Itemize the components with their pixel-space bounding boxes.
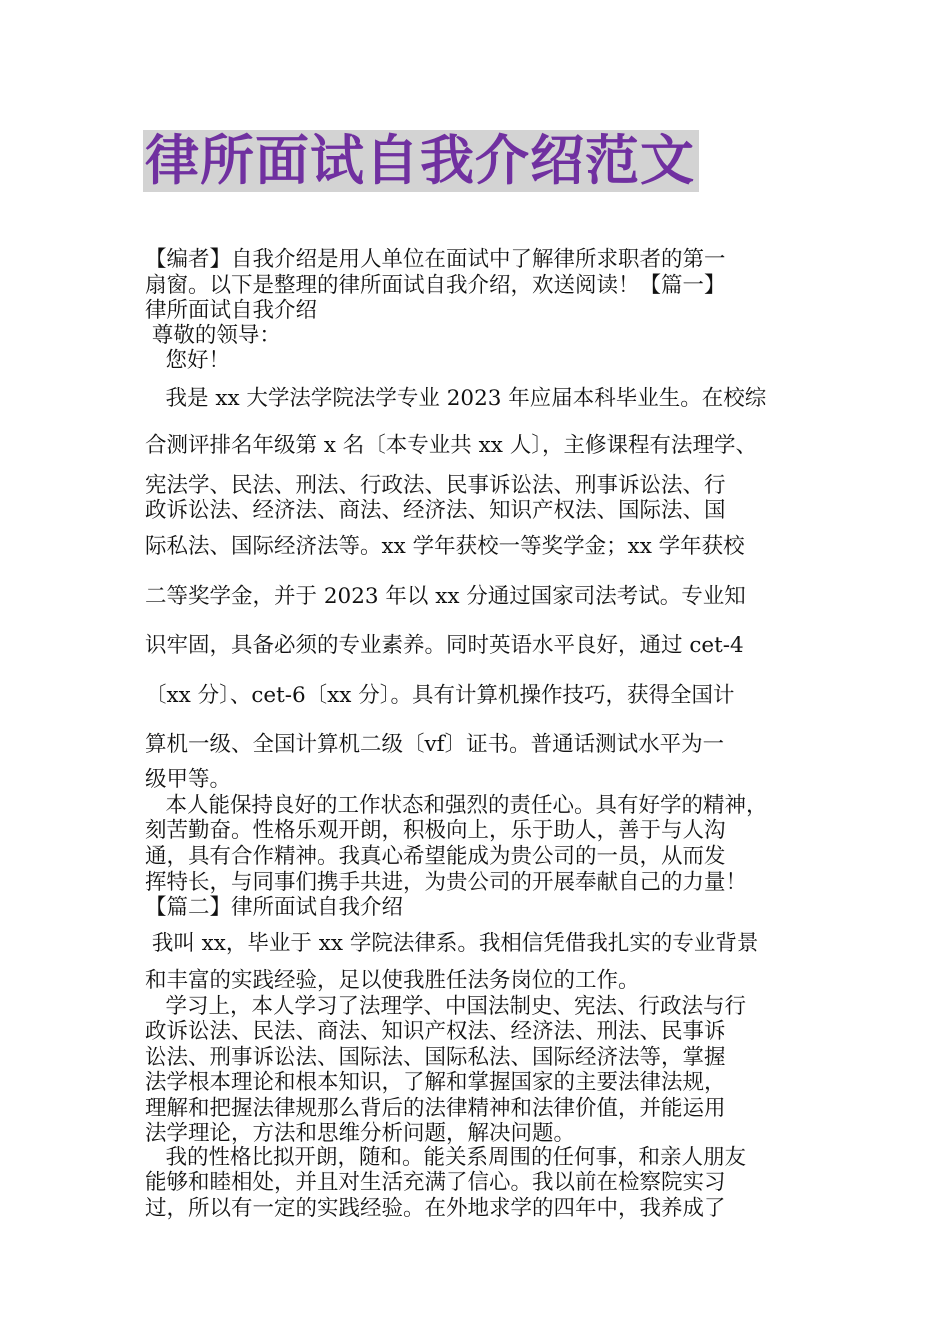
text-line: 学习上，本人学习了法理学、中国法制史、宪法、行政法与行 bbox=[145, 994, 747, 1019]
text-line: 【编者】自我介绍是用人单位在面试中了解律所求职者的第一 bbox=[145, 247, 726, 272]
text-line: 尊敬的领导： bbox=[145, 323, 281, 348]
text-line: 算机一级、全国计算机二级〔vf〕证书。普通话测试水平为一 bbox=[145, 732, 725, 757]
text-line: 政诉讼法、经济法、商法、经济法、知识产权法、国际法、国 bbox=[145, 498, 726, 523]
text-line: 通，具有合作精神。我真心希望能成为贵公司的一员，从而发 bbox=[145, 844, 726, 869]
text-line: 讼法、刑事诉讼法、国际法、国际私法、国际经济法等，掌握 bbox=[145, 1045, 726, 1070]
text-line: 律所面试自我介绍 bbox=[145, 298, 318, 323]
text-line: 识牢固，具备必须的专业素养。同时英语水平良好，通过 cet-4 bbox=[145, 633, 744, 658]
text-line: 能够和睦相处，并且对生活充满了信心。我以前在检察院实习 bbox=[145, 1170, 726, 1195]
text-line: 〔xx 分〕、cet-6〔xx 分〕。具有计算机操作技巧，获得全国计 bbox=[145, 683, 735, 708]
text-line: 政诉讼法、民法、商法、知识产权法、经济法、刑法、民事诉 bbox=[145, 1019, 726, 1044]
text-line: 刻苦勤奋。性格乐观开朗，积极向上，乐于助人，善于与人沟 bbox=[145, 818, 726, 843]
text-line: 际私法、国际经济法等。xx 学年获校一等奖学金；xx 学年获校 bbox=[145, 534, 745, 559]
text-line: 我的性格比拟开朗，随和。能关系周围的任何事，和亲人朋友 bbox=[145, 1145, 747, 1170]
text-line: 宪法学、民法、刑法、行政法、民事诉讼法、刑事诉讼法、行 bbox=[145, 473, 726, 498]
text-line: 【篇二】律所面试自我介绍 bbox=[145, 895, 404, 920]
text-line: 级甲等。 bbox=[145, 767, 232, 792]
text-line: 过，所以有一定的实践经验。在外地求学的四年中，我养成了 bbox=[145, 1196, 726, 1221]
text-line: 您好！ bbox=[145, 348, 231, 373]
document-title: 律所面试自我介绍范文 bbox=[145, 129, 695, 192]
text-line: 法学根本理论和根本知识，了解和掌握国家的主要法律法规， bbox=[145, 1070, 726, 1095]
text-line: 和丰富的实践经验，足以使我胜任法务岗位的工作。 bbox=[145, 968, 640, 993]
text-line: 理解和把握法律规那么背后的法律精神和法律价值，并能运用 bbox=[145, 1096, 726, 1121]
text-line: 扇窗。以下是整理的律所面试自我介绍，欢送阅读！【篇一】 bbox=[145, 273, 726, 298]
title-highlight bbox=[143, 130, 699, 192]
text-line: 本人能保持良好的工作状态和强烈的责任心。具有好学的精神， bbox=[145, 793, 768, 818]
text-line: 挥特长，与同事们携手共进，为贵公司的开展奉献自己的力量！ bbox=[145, 870, 748, 895]
text-line: 合测评排名年级第 x 名〔本专业共 xx 人〕，主修课程有法理学、 bbox=[145, 433, 757, 458]
text-line: 法学理论，方法和思维分析问题，解决问题。 bbox=[145, 1121, 576, 1146]
text-line: 我是 xx 大学法学院法学专业 2023 年应届本科毕业生。在校综 bbox=[145, 386, 767, 411]
text-line: 我叫 xx，毕业于 xx 学院法律系。我相信凭借我扎实的专业背景 bbox=[145, 931, 759, 956]
text-line: 二等奖学金，并于 2023 年以 xx 分通过国家司法考试。专业知 bbox=[145, 584, 746, 609]
